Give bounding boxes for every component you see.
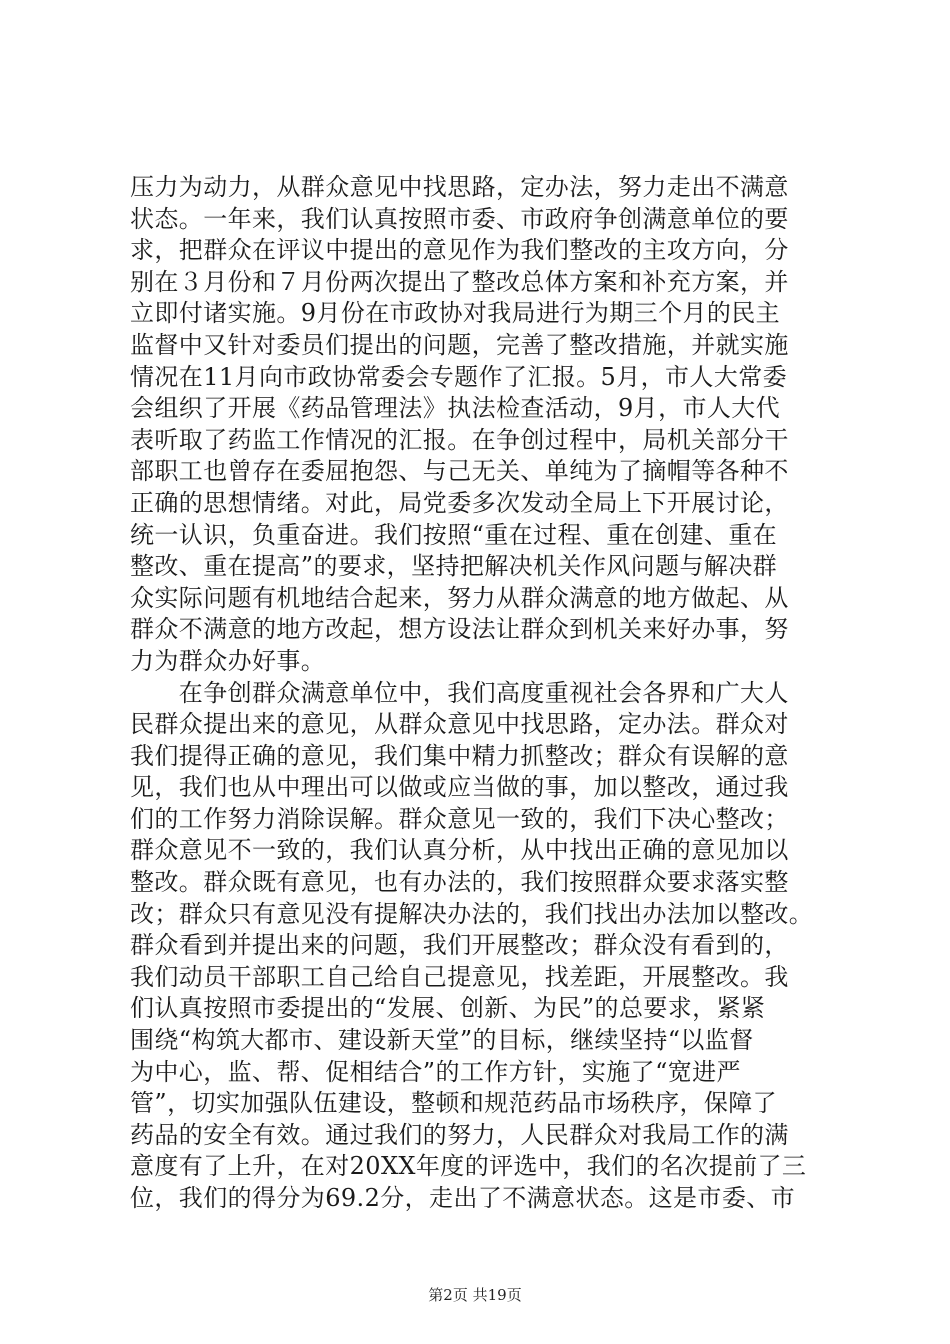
text-line: 群众意见不一致的，我们认真分析，从中找出正确的意见加以 [130, 836, 789, 865]
text-line: 意度有了上升，在对20XX年度的评选中，我们的名次提前了三 [130, 1152, 807, 1181]
text-line: 改；群众只有意见没有提解决办法的，我们找出办法加以整改。 [130, 899, 814, 928]
text-line: 我们提得正确的意见，我们集中精力抓整改；群众有误解的意 [130, 741, 789, 770]
text-line: 情况在11月向市政协常委会专题作了汇报。5月，市人大常委 [130, 362, 788, 391]
text-line: 立即付诸实施。9月份在市政协对我局进行为期三个月的民主 [130, 299, 781, 328]
text-line: 群众看到并提出来的问题，我们开展整改；群众没有看到的， [130, 931, 789, 960]
text-line: 监督中又针对委员们提出的问题，完善了整改措施，并就实施 [130, 330, 789, 359]
text-line: 会组织了开展《药品管理法》执法检查活动，9月，市人大代 [130, 394, 781, 423]
text-line: 整改、重在提高”的要求，坚持把解决机关作风问题与解决群 [130, 552, 778, 581]
text-line: 正确的思想情绪。对此，局党委多次发动全局上下开展讨论， [130, 488, 789, 517]
page-number-label: 第2页 共19页 [428, 1286, 522, 1304]
text-line: 求，把群众在评议中提出的意见作为我们整改的主攻方向，分 [130, 236, 789, 265]
text-line: 部职工也曾存在委屈抱怨、与己无关、单纯为了摘帽等各种不 [130, 457, 789, 486]
text-line: 众实际问题有机地结合起来，努力从群众满意的地方做起、从 [130, 583, 789, 612]
text-line: 表听取了药监工作情况的汇报。在争创过程中，局机关部分干 [130, 425, 789, 454]
text-line: 位，我们的得分为69.2分，走出了不满意状态。这是市委、市 [130, 1184, 796, 1212]
text-line: 见，我们也从中理出可以做或应当做的事，加以整改，通过我 [130, 773, 789, 802]
text-line: 为中心，监、帮、促相结合”的工作方针，实施了“宽进严 [130, 1057, 741, 1086]
text-line: 们的工作努力消除误解。群众意见一致的，我们下决心整改； [130, 804, 789, 833]
page-footer [0, 1284, 950, 1305]
text-line: 管”，切实加强队伍建设，整顿和规范药品市场秩序，保障了 [130, 1089, 778, 1118]
text-line: 状态。一年来，我们认真按照市委、市政府争创满意单位的要 [130, 204, 789, 233]
text-line: 别在３月份和７月份两次提出了整改总体方案和补充方案，并 [130, 267, 789, 296]
body-text [130, 172, 850, 1215]
text-line: 整改。群众既有意见，也有办法的，我们按照群众要求落实整 [130, 868, 789, 897]
text-line: 药品的安全有效。通过我们的努力，人民群众对我局工作的满 [130, 1120, 789, 1149]
text-line: 在争创群众满意单位中，我们高度重视社会各界和广大人 [130, 678, 789, 707]
text-line: 压力为动力，从群众意见中找思路，定办法，努力走出不满意 [130, 173, 789, 201]
text-line: 民群众提出来的意见，从群众意见中找思路，定办法。群众对 [130, 710, 789, 739]
text-line: 围绕“构筑大都市、建设新天堂”的目标，继续坚持“以监督 [130, 1026, 754, 1055]
text-line: 力为群众办好事。 [130, 646, 326, 675]
text-line: 我们动员干部职工自己给自己提意见，找差距，开展整改。我 [130, 962, 789, 991]
text-line: 统一认识，负重奋进。我们按照“重在过程、重在创建、重在 [130, 520, 778, 549]
text-line: 们认真按照市委提出的“发展、创新、为民”的总要求，紧紧 [130, 994, 766, 1023]
text-line: 群众不满意的地方改起，想方设法让群众到机关来好办事，努 [130, 615, 789, 644]
